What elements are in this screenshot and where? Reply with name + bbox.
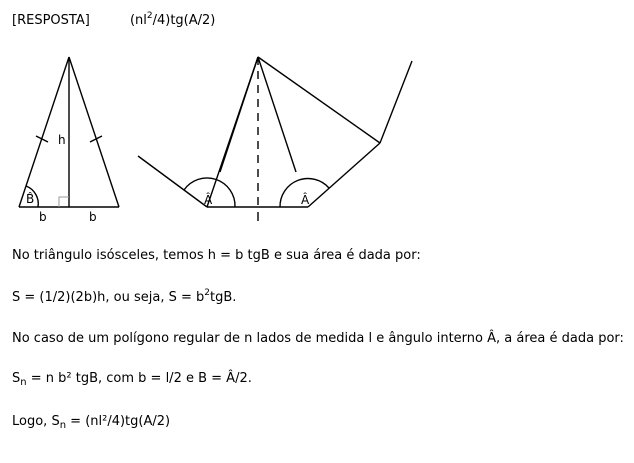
- paragraph-1: No triângulo isósceles, temos h = b tgB e sua área é dada por:: [12, 248, 421, 263]
- paragraph-3: No caso de um polígono regular de n lados de medida l e ângulo interno Â, a área é dada por:: [12, 331, 624, 346]
- polygon-angle-right-label: Â: [301, 193, 310, 207]
- base-right-label: b: [89, 210, 97, 224]
- paragraph-4: $S_n = n$ b² tgB, com b = l/2 e B = Â/2.: [12, 371, 252, 388]
- answer-tag: [RESPOSTA]: [12, 13, 90, 28]
- paragraph-2: S = (1/2)(2b)h, ou seja, $S = b^2tgB$.: [12, 288, 237, 305]
- polygon-fragment: [138, 57, 412, 221]
- height-label: h: [58, 133, 66, 147]
- polygon-angle-left-label: Â: [204, 193, 213, 207]
- answer-formula: $(nl^2/4)tg(A/2)$: [129, 11, 216, 28]
- paragraph-5: Logo, $S_n = (nl^2/4)tg(A/2)$: [12, 414, 171, 431]
- triangle-angle-label: B̂: [26, 192, 35, 206]
- base-left-label: b: [39, 210, 47, 224]
- right-angle-mark: [59, 197, 69, 207]
- isosceles-triangle: [19, 57, 119, 207]
